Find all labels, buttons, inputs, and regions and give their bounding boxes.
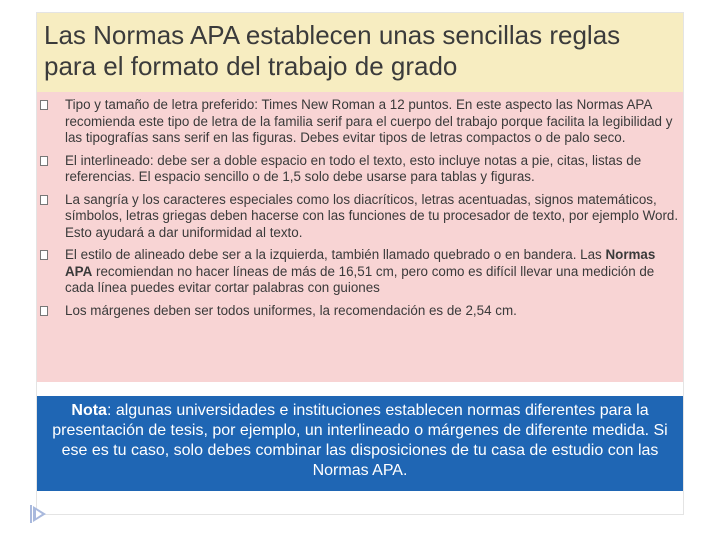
square-bullet-icon: [40, 195, 48, 205]
bullet-text: recomiendan no hacer líneas de más de 16,51 cm, pero como es difícil llevar una medición de cada línea puedes evitar cortar palabras con guiones: [65, 263, 655, 295]
note-label: Nota: [71, 402, 107, 419]
bullet-item: [40, 153, 680, 186]
bullet-text: La sangría y los caracteres especiales como los diacríticos, letras acentuadas, signos matemáticos, símbolos, letras griegas deben hacerse con las funciones de tu procesador de texto, por ejemplo Word. Esto ayudará a dar uniformidad al texto.: [65, 191, 679, 240]
bullet-text: Tipo y tamaño de letra preferido: Times New Roman a 12 puntos. En este aspecto las Normas APA recomienda este tipo de letra de la familia serif para el cuerpo del trabajo porque facilita la legibilidad y las tipografías sans serif en las figuras. Debes evitar tipos de letras compactos o de palo seco.: [65, 97, 673, 145]
bullet-item: [40, 97, 680, 147]
bullet-text: Los márgenes deben ser todos uniformes, la recomendación es de 2,54 cm.: [65, 302, 517, 318]
square-bullet-icon: [40, 250, 48, 260]
note-box: [37, 396, 683, 491]
bullet-item: [40, 303, 680, 320]
bullet-list: [40, 97, 680, 325]
bullet-item: [40, 247, 680, 297]
bullet-text: El interlineado: debe ser a doble espacio en todo el texto, esto incluye notas a pie, citas, listas de referencias. El espacio sencillo o de 1,5 solo debe usarse para tablas y figuras.: [65, 152, 642, 184]
note-text: : algunas universidades e instituciones establecen normas diferentes para la presentación de tesis, por ejemplo, un interlineado o márgenes de diferente medida. Si ese es tu caso, solo debes combinar las disposiciones de tu casa de estudio con las Normas APA.: [52, 402, 668, 479]
next-slide-arrow-icon[interactable]: [33, 506, 46, 522]
square-bullet-icon: [40, 156, 48, 166]
square-bullet-icon: [40, 306, 48, 316]
square-bullet-icon: [40, 100, 48, 110]
bullet-item: [40, 192, 680, 242]
slide-title: Las Normas APA establecen unas sencillas reglas para el formato del trabajo de grado: [44, 20, 621, 81]
bullet-bold-text: Normas APA: [65, 247, 656, 279]
nav-bar-line: [30, 505, 32, 523]
bullet-text: El estilo de alineado debe ser a la izquierda, también llamado quebrado o en bandera. Las: [65, 247, 606, 262]
